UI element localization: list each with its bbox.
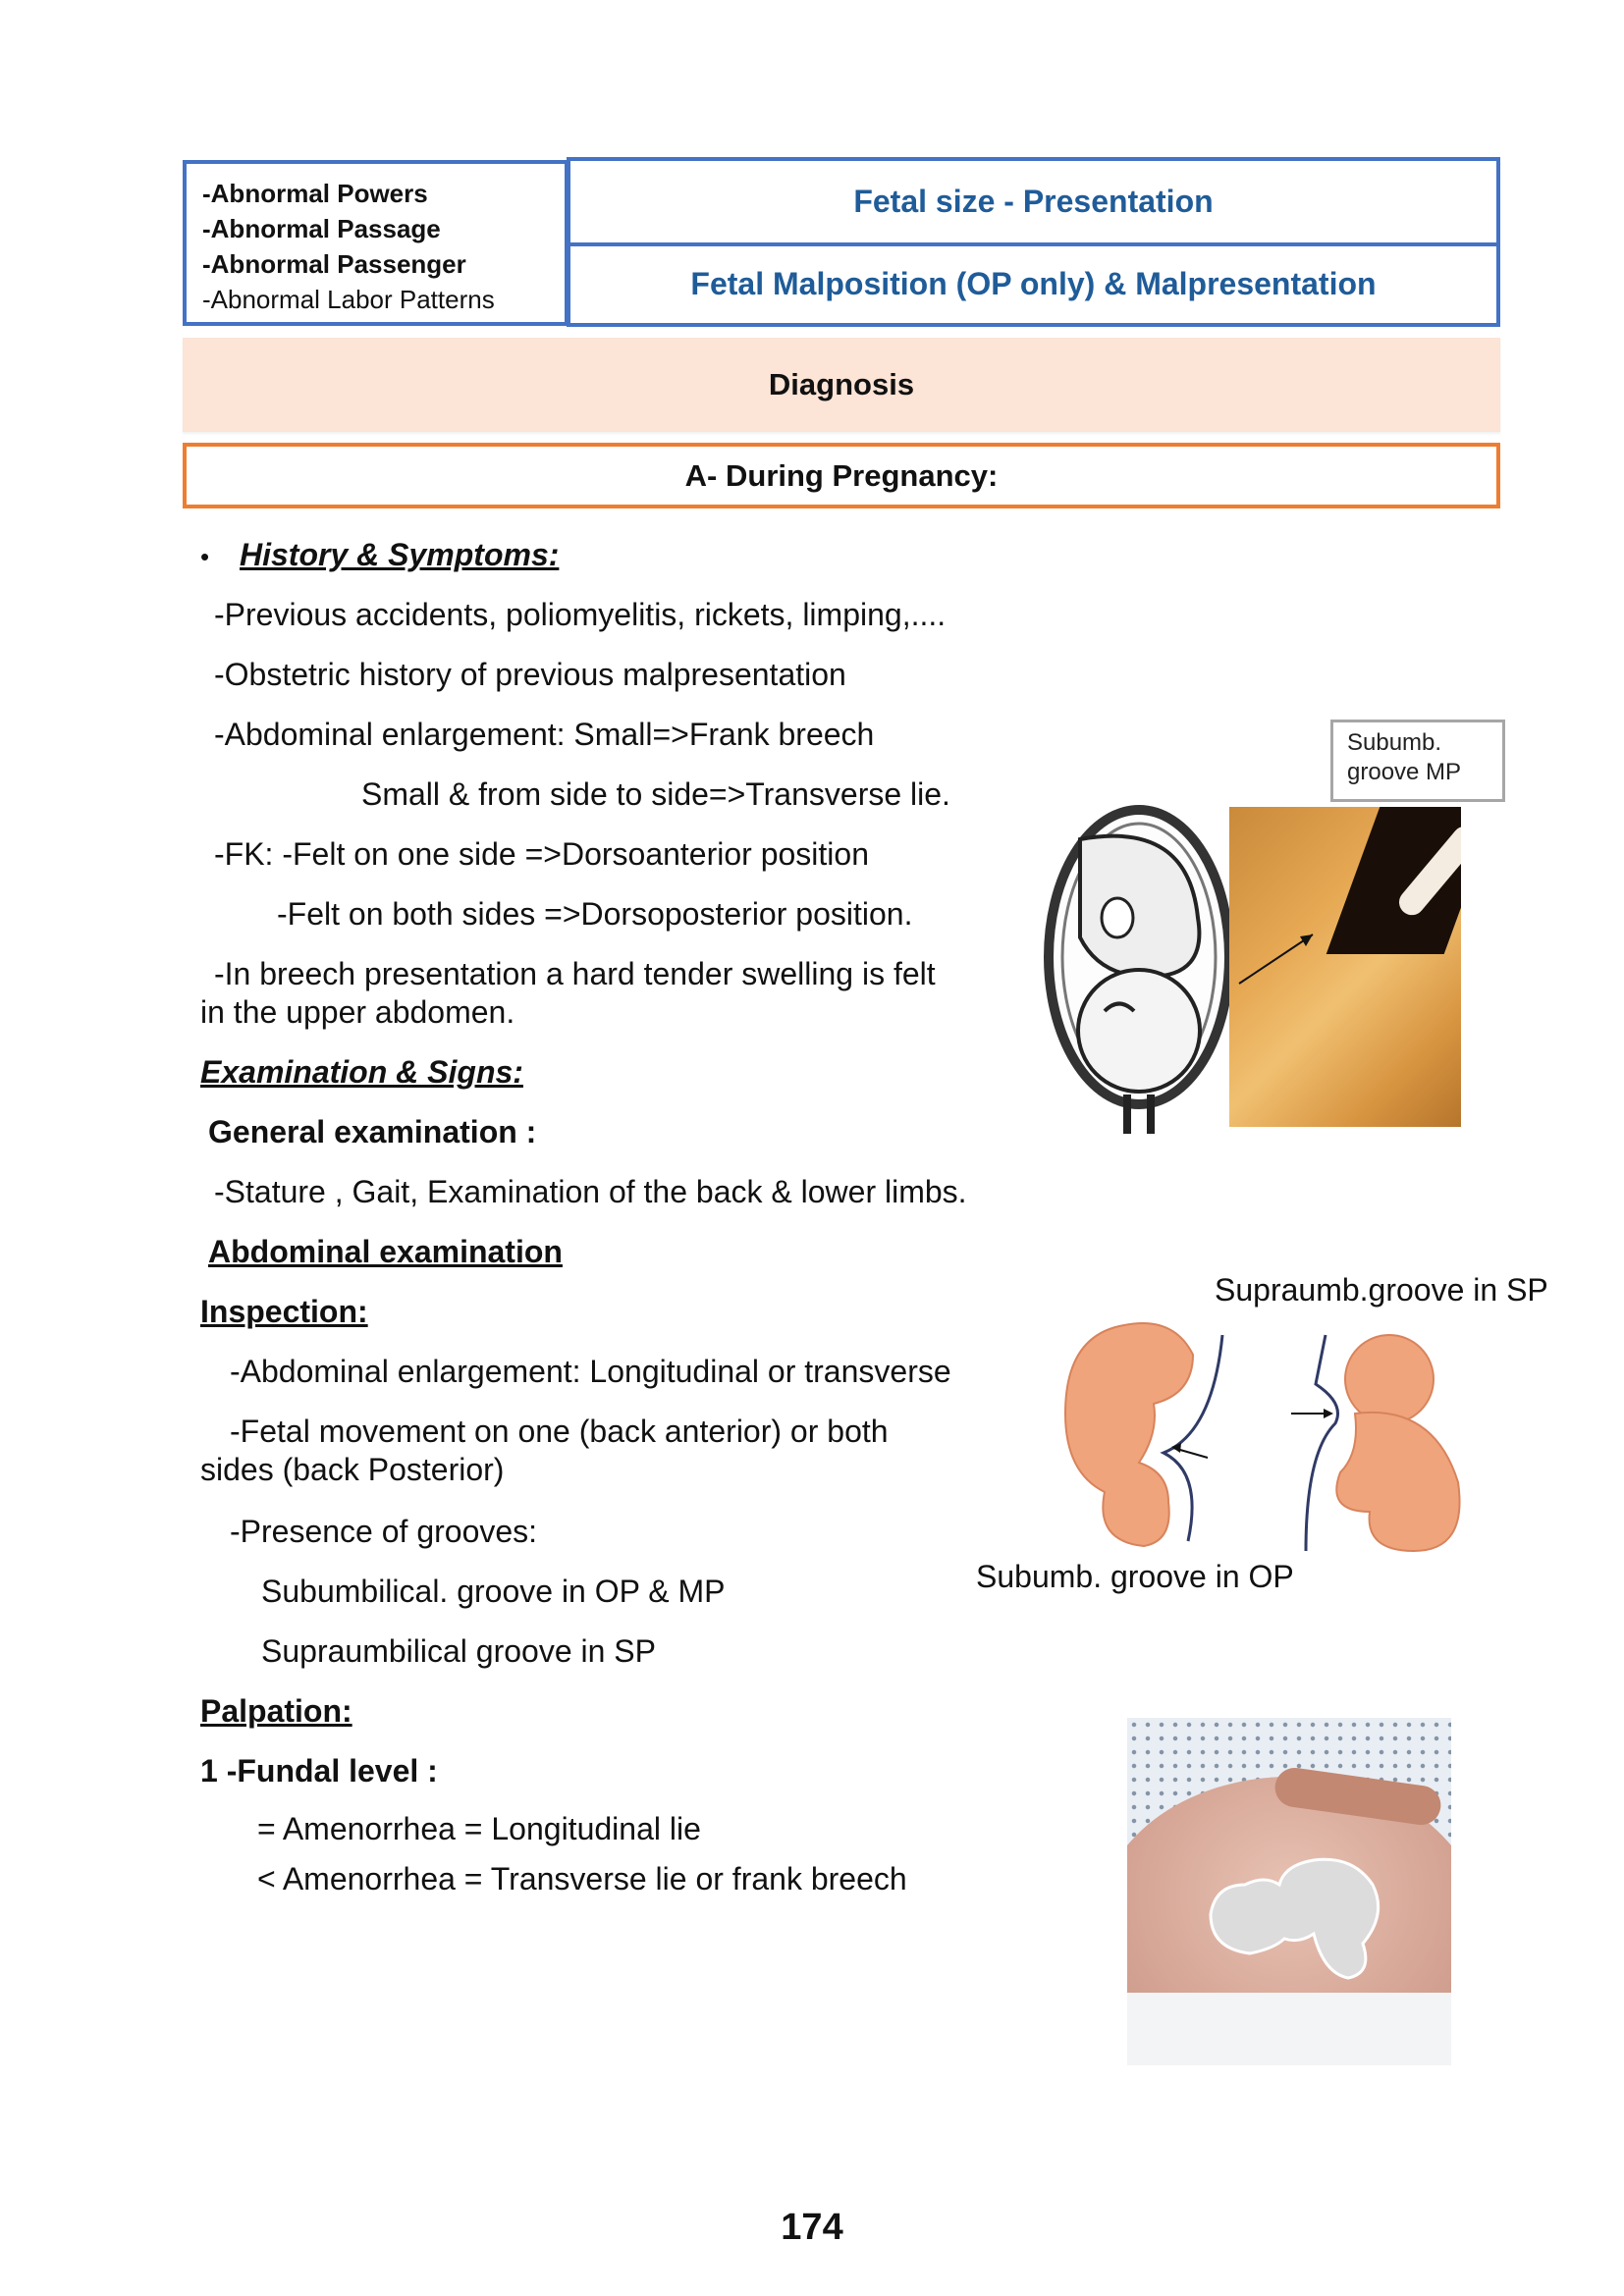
inspection-line: -Fetal movement on one (back anterior) or both (230, 1414, 889, 1449)
supraumbilical-caption: Supraumb.groove in SP (1215, 1272, 1548, 1308)
inspection-line: -Presence of grooves: (230, 1514, 538, 1549)
history-line: -Previous accidents, poliomyelitis, rickets, limping,.... (214, 597, 947, 632)
mp-label-line: Subumb. (1347, 729, 1442, 756)
history-line: -Abdominal enlargement: Small=>Frank breech (214, 717, 875, 752)
topic-abnormal-powers: -Abnormal Powers (202, 179, 428, 208)
fundal-palpation-photo (1127, 1718, 1451, 2065)
history-line: Small & from side to side=>Transverse lie. (361, 776, 950, 812)
history-line: in the upper abdomen. (200, 994, 515, 1030)
subsection-title-during-pregnancy: A- During Pregnancy: (183, 443, 1500, 508)
mp-label-line: groove MP (1347, 759, 1462, 785)
inspection-line: Supraumbilical groove in SP (261, 1633, 656, 1669)
general-examination-line: -Stature , Gait, Examination of the back & lower limbs. (214, 1174, 967, 1209)
chapter-subtitle: Fetal Malposition (OP only) & Malpresentation (570, 242, 1496, 324)
fetus-overlay-icon (1206, 1855, 1392, 1993)
arrow-icon (1229, 807, 1461, 1127)
topic-abnormal-labor-patterns: -Abnormal Labor Patterns (202, 285, 495, 314)
subumbilical-caption: Subumb. groove in OP (976, 1559, 1294, 1594)
fetus-sp-illustration-icon (1286, 1325, 1483, 1561)
chapter-title: Fetal size - Presentation (853, 183, 1214, 219)
fetus-in-uterus-sketch-icon (1041, 800, 1237, 1139)
mp-groove-label (1330, 720, 1505, 802)
general-examination-heading: General examination : (208, 1114, 537, 1149)
inspection-line: sides (back Posterior) (200, 1452, 505, 1487)
fetus-op-illustration-icon (1056, 1315, 1252, 1551)
fundal-level-line: = Amenorrhea = Longitudinal lie (257, 1811, 701, 1846)
fundal-level-line: < Amenorrhea = Transverse lie or frank breech (257, 1861, 907, 1896)
history-line: -Obstetric history of previous malpresentation (214, 657, 846, 692)
examination-heading: Examination & Signs: (200, 1054, 523, 1090)
history-heading: History & Symptoms: (240, 537, 560, 572)
inspection-line: Subumbilical. groove in OP & MP (261, 1574, 726, 1609)
topic-abnormal-passenger: -Abnormal Passenger (202, 249, 466, 279)
bullet-icon: • (200, 542, 210, 571)
chapter-topics-box (183, 160, 568, 326)
history-line: -Felt on both sides =>Dorsoposterior position. (277, 896, 913, 932)
history-heading-line (200, 535, 559, 576)
fundal-level-heading: 1 -Fundal level : (200, 1753, 438, 1789)
chapter-title-box (567, 157, 1500, 327)
history-line: -FK: -Felt on one side =>Dorsoanterior position (214, 836, 869, 872)
mp-groove-photo (1229, 807, 1461, 1127)
history-line: -In breech presentation a hard tender swelling is felt (214, 956, 936, 991)
section-title-diagnosis: Diagnosis (183, 338, 1500, 432)
inspection-heading: Inspection: (200, 1294, 368, 1329)
inspection-line: -Abdominal enlargement: Longitudinal or transverse (230, 1354, 951, 1389)
page-number: 174 (781, 2207, 843, 2248)
palpation-heading: Palpation: (200, 1693, 352, 1729)
abdominal-examination-heading: Abdominal examination (208, 1234, 563, 1269)
topic-abnormal-passage: -Abnormal Passage (202, 214, 441, 243)
